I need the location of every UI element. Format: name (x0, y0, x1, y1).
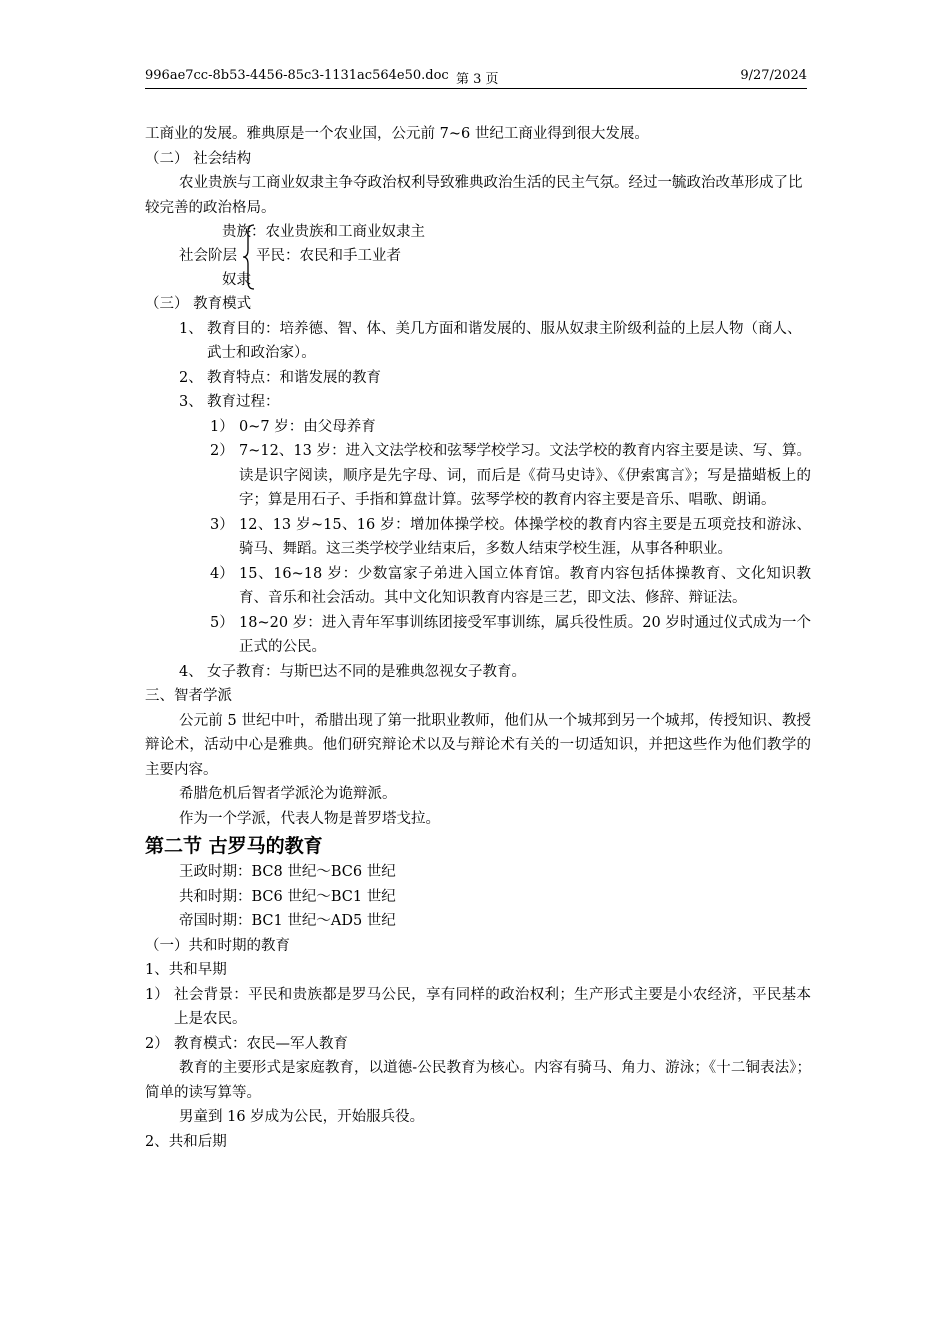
republic-section-title: （一）共和时期的教育 (145, 937, 290, 954)
tree-root: 社会阶层 (179, 248, 237, 264)
header-page-number: 第 3 页 (456, 72, 499, 87)
period-line: 帝国时期：BC1 世纪～AD5 世纪 (179, 913, 396, 929)
period-line: 王政时期：BC8 世纪～BC6 世纪 (179, 864, 396, 880)
stage-item: 3） 12、13 岁~15、16 岁：增加体操学校。体操学校的教育内容主要是五项竞技和游泳、骑马、舞蹈。这三类学校学业结束后，多数人结束学校生涯，从事各种职业。 (210, 516, 811, 557)
social-structure-paragraph: 农业贵族与工商业奴隶主争夺政治权利导致雅典政治生活的民主气氛。经过一毓政治改革形成了比较完善的政治格局。 (145, 175, 803, 216)
section-social-structure-title: （二） 社会结构 (145, 150, 252, 167)
list-item: 2） 教育模式：农民—军人教育 (145, 1035, 348, 1052)
early-republic-paragraph: 教育的主要形式是家庭教育，以道德-公民教育为核心。内容有骑马、角力、游泳；《十二铜表法》；简单的读写算等。 (145, 1060, 811, 1101)
stage-item: 5） 18~20 岁：进入青年军事训练团接受军事训练，属兵役性质。20 岁时通过仪式成为一个正式的公民。 (210, 614, 811, 655)
header-date: 9/27/2024 (740, 68, 807, 83)
section-education-model-title: （三） 教育模式 (145, 296, 252, 312)
rome-section-heading: 第二节 古罗马的教育 (145, 835, 323, 857)
sophist-paragraph: 希腊危机后智者学派沦为诡辩派。 (179, 786, 397, 802)
sophist-paragraph: 作为一个学派，代表人物是普罗塔戈拉。 (179, 810, 440, 827)
page-header (145, 68, 807, 89)
social-class-tree (145, 220, 811, 292)
period-line: 共和时期：BC6 世纪～BC1 世纪 (179, 888, 396, 905)
list-item: 1） 社会背景：平民和贵族都是罗马公民，享有同样的政治权利；生产形式主要是小农经济，平民基本上是农民。 (145, 986, 811, 1027)
list-item: 1、 教育目的：培养德、智、体、美几方面和谐发展的、服从奴隶主阶级利益的上层人物（商人、武士和政治家）。 (179, 320, 802, 361)
curly-brace-icon (243, 224, 255, 290)
header-filename: 996ae7cc-8b53-4456-85c3-1131ac564e50.doc (145, 68, 449, 83)
early-republic-title: 1、共和早期 (145, 962, 227, 978)
tree-commoner: 平民：农民和手工业者 (256, 248, 401, 264)
list-item: 3、 教育过程： (179, 394, 280, 410)
stage-item: 2） 7~12、13 岁：进入文法学校和弦琴学校学习。文法学校的教育内容主要是读、写、算。读是识字阅读，顺序是先字母、词，而后是《荷马史诗》、《伊索寓言》；写是描蜡板上的字；算是用石子、手指和算盘计算。弦琴学校的教育内容主要是音乐、唱歌、朗诵。 (210, 443, 811, 508)
stage-item: 1） 0~7 岁：由父母养育 (210, 418, 376, 435)
tree-slave: 奴隶 (222, 272, 251, 288)
stage-item: 4） 15、16~18 岁：少数富家子弟进入国立体育馆。教育内容包括体操教育、文化知识教育、音乐和社会活动。其中文化知识教育内容是三艺，即文法、修辞、辩证法。 (210, 565, 811, 606)
document-body (145, 122, 811, 1154)
late-republic-title: 2、共和后期 (145, 1133, 227, 1150)
list-item: 2、 教育特点：和谐发展的教育 (179, 369, 381, 386)
intro-line: 工商业的发展。雅典原是一个农业国，公元前 7~6 世纪工商业得到很大发展。 (145, 126, 649, 142)
sophist-section-title: 三、智者学派 (145, 688, 232, 704)
early-republic-paragraph: 男童到 16 岁成为公民，开始服兵役。 (179, 1109, 425, 1125)
tree-noble: 贵族：农业贵族和工商业奴隶主 (222, 224, 425, 240)
sophist-paragraph: 公元前 5 世纪中叶，希腊出现了第一批职业教师，他们从一个城邦到另一个城邦，传授知识、教授辩论术，活动中心是雅典。他们研究辩论术以及与辩论术有关的一切适知识，并把这些作为他们教学的主要内容。 (145, 712, 811, 778)
list-item: 4、 女子教育：与斯巴达不同的是雅典忽视女子教育。 (179, 663, 526, 680)
